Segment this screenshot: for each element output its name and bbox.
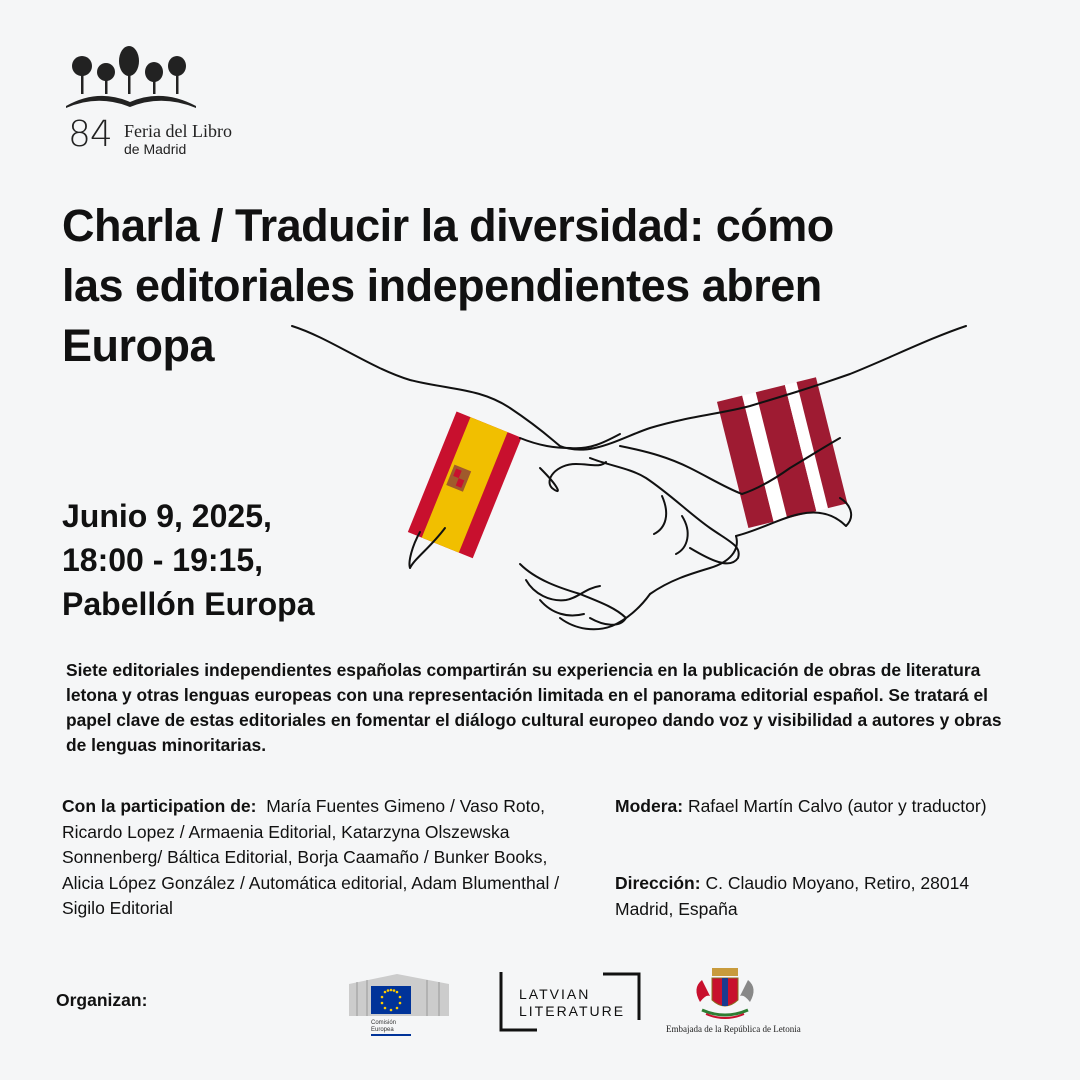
latvia-flag-icon bbox=[717, 377, 847, 528]
participants-label: Con la participation de: bbox=[62, 796, 257, 816]
participants-section bbox=[62, 794, 562, 922]
address-section bbox=[615, 871, 995, 922]
moderator-section bbox=[615, 794, 995, 820]
ec-name-line2: Europea bbox=[371, 1027, 394, 1033]
address-text: C. Claudio Moyano, Retiro, 28014 Madrid, España bbox=[615, 873, 970, 919]
event-time: 18:00 - 19:15, bbox=[62, 542, 264, 578]
edition-number: 84 bbox=[68, 114, 112, 155]
european-commission-logo bbox=[347, 966, 451, 1038]
embassy-latvia-logo bbox=[662, 966, 812, 1038]
trees-book-icon bbox=[62, 44, 202, 110]
title-line-3: Europa bbox=[62, 320, 215, 371]
lv-line1: LATVIAN bbox=[519, 986, 591, 1002]
feria-logo bbox=[62, 44, 262, 164]
title-line-1: Charla / Traducir la diversidad: cómo bbox=[62, 200, 834, 251]
event-info bbox=[62, 494, 314, 626]
latvian-literature-logo bbox=[497, 972, 643, 1032]
fair-name-line2: de Madrid bbox=[124, 141, 187, 157]
ec-name bbox=[371, 1020, 396, 1034]
handshake-illustration bbox=[290, 318, 980, 638]
event-date: Junio 9, 2025, bbox=[62, 498, 272, 534]
event-place: Pabellón Europa bbox=[62, 586, 315, 622]
fair-name bbox=[124, 122, 232, 158]
embassy-name: Embajada de la República de Letonia bbox=[666, 1024, 801, 1034]
latvian-literature-text bbox=[519, 986, 625, 1020]
fair-name-line1: Feria del Libro bbox=[124, 121, 232, 141]
address-label: Dirección: bbox=[615, 873, 701, 893]
lv-line2: LITERATURE bbox=[519, 1003, 626, 1019]
ec-building-icon bbox=[347, 966, 451, 1038]
spain-flag-icon bbox=[408, 411, 522, 558]
moderator-name: Rafael Martín Calvo (autor y traductor) bbox=[687, 796, 987, 816]
organizers-label: Organizan: bbox=[56, 990, 148, 1010]
ec-name-line1: Comisión bbox=[371, 1020, 397, 1026]
participants-list: María Fuentes Gimeno / Vaso Roto, Ricardo Lopez / Armaenia Editorial, Katarzyna Olszewska Sonnenberg/ Báltica Editorial, Borja Caamaño / Bunker Books, Alicia López González / Automática editorial, Adam Blumenthal / Sigilo Editorial bbox=[62, 796, 560, 918]
title-line-2: las editoriales independientes abren bbox=[62, 260, 822, 311]
event-description: Siete editoriales independientes españolas compartirán su experiencia en la publicación de obras de literatura letona y otras lenguas europeas con una representación limitada en el panorama editorial español. Se tratará el papel clave de estas editoriales en fomentar el diálogo cultural europeo dando voz y visibilidad a autores y obras de lenguas minoritarias. bbox=[66, 660, 1002, 755]
latvia-coat-of-arms-icon bbox=[662, 966, 812, 1022]
moderator-label: Modera: bbox=[615, 796, 684, 816]
